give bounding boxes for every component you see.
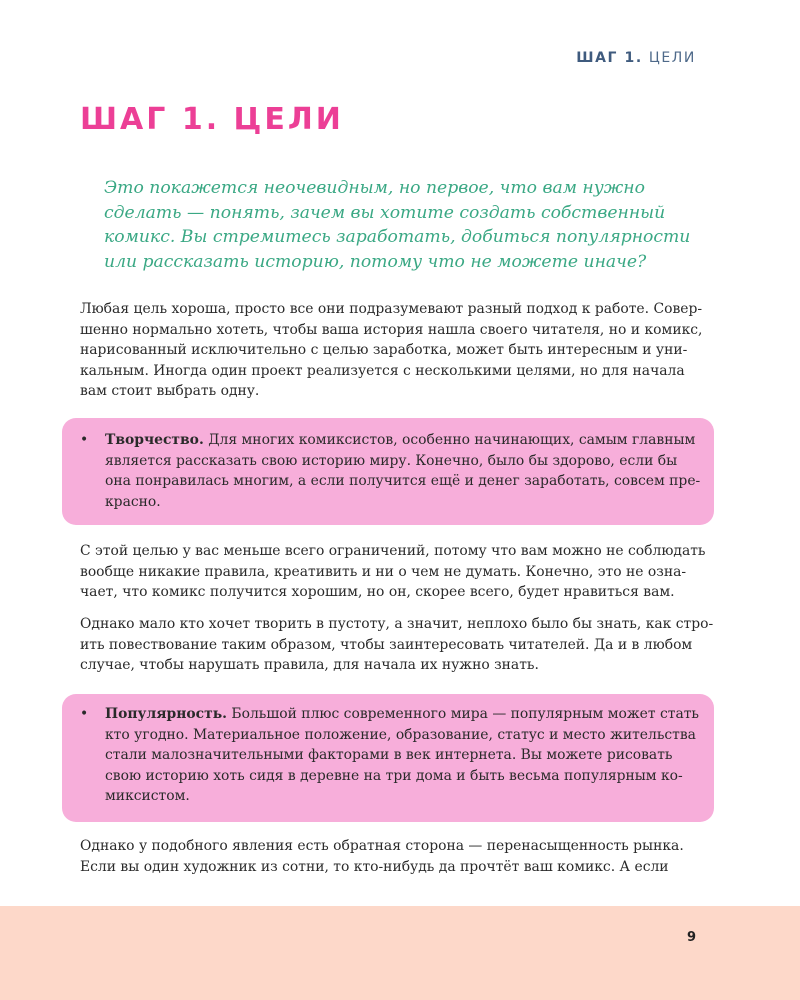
page-title: ШАГ 1. ЦЕЛИ (80, 102, 344, 137)
callout-first-line (105, 704, 705, 725)
callout-box-creativity (62, 418, 714, 525)
paragraph-creativity-followup (80, 541, 720, 603)
callout-line: она понравилась многим, а если получится ещё и денег заработать, совсем пре- (105, 473, 701, 490)
callout-line-rest: Большой плюс современного мира — популярным может стать (226, 706, 699, 722)
lead-line: комикс. Вы стремитесь заработать, добиться популярности (104, 227, 691, 247)
callout-term: Популярность. (105, 706, 227, 722)
paragraph-readers (80, 614, 720, 676)
callout-line: свою историю хоть сидя в деревне на три дома и быть весьма популярным ко- (105, 767, 683, 784)
running-head (576, 50, 696, 66)
lead-line: или рассказать историю, потому что не можете иначе? (104, 251, 647, 272)
paragraph-line: случае, чтобы нарушать правила, для начала их нужно знать. (80, 657, 539, 674)
callout-line: стали малозначительными факторами в век интернета. Вы можете рисовать (105, 747, 673, 764)
callout-line: красно. (105, 493, 161, 510)
callout-line: миксистом. (105, 788, 190, 805)
callout-first-line (105, 430, 705, 451)
paragraph-line: чает, что комикс получится хорошим, но он, скорее всего, будет нравиться вам. (80, 584, 675, 601)
paragraph-line: Однако у подобного явления есть обратная сторона — перенасыщенность рынка. (80, 838, 684, 854)
paragraph-downside (80, 836, 720, 877)
lead-quote (104, 176, 691, 274)
paragraph-line: кальным. Иногда один проект реализуется с несколькими целями, но для начала (80, 362, 685, 379)
callout-line: кто угодно. Материальное положение, образование, статус и место жительства (105, 726, 696, 743)
bullet-marker: • (80, 432, 89, 448)
paragraph-line: Если вы один художник из сотни, то кто-нибудь да прочтёт ваш комикс. А если (80, 858, 669, 875)
running-head-step: ШАГ 1. (576, 50, 643, 66)
paragraph-intro (80, 299, 720, 402)
footer-band (0, 906, 800, 1000)
bullet-marker: • (80, 706, 89, 722)
callout-line-rest: Для многих комиксистов, особенно начинающих, самым главным (203, 432, 696, 448)
paragraph-line: шенно нормально хотеть, чтобы ваша история нашла своего читателя, но и комикс, (80, 321, 703, 338)
paragraph-line: нарисованный исключительно с целью заработка, может быть интересным и уни- (80, 342, 688, 359)
callout-term: Творчество. (105, 432, 204, 448)
paragraph-line: Однако мало кто хочет творить в пустоту, а значит, неплохо было бы знать, как стро- (80, 616, 714, 632)
callout-box-popularity (62, 694, 714, 822)
callout-text (105, 704, 705, 807)
lead-line: сделать — понять, зачем вы хотите создать собственный (104, 202, 666, 223)
callout-text (105, 430, 705, 512)
paragraph-line: вам стоит выбрать одну. (80, 383, 260, 400)
page-number: 9 (686, 930, 696, 945)
lead-line: Это покажется неочевидным, но первое, что вам нужно (104, 178, 645, 198)
callout-line: является рассказать свою историю миру. Конечно, было бы здорово, если бы (105, 452, 678, 469)
running-head-topic: ЦЕЛИ (648, 50, 696, 66)
paragraph-line: С этой целью у вас меньше всего ограничений, потому что вам можно не соблюдать (80, 543, 706, 559)
paragraph-line: Любая цель хороша, просто все они подразумевают разный подход к работе. Совер- (80, 301, 703, 317)
paragraph-line: ить повествование таким образом, чтобы заинтересовать читателей. Да и в любом (80, 636, 693, 653)
paragraph-line: вообще никакие правила, креативить и ни о чем не думать. Конечно, это не озна- (80, 563, 687, 580)
